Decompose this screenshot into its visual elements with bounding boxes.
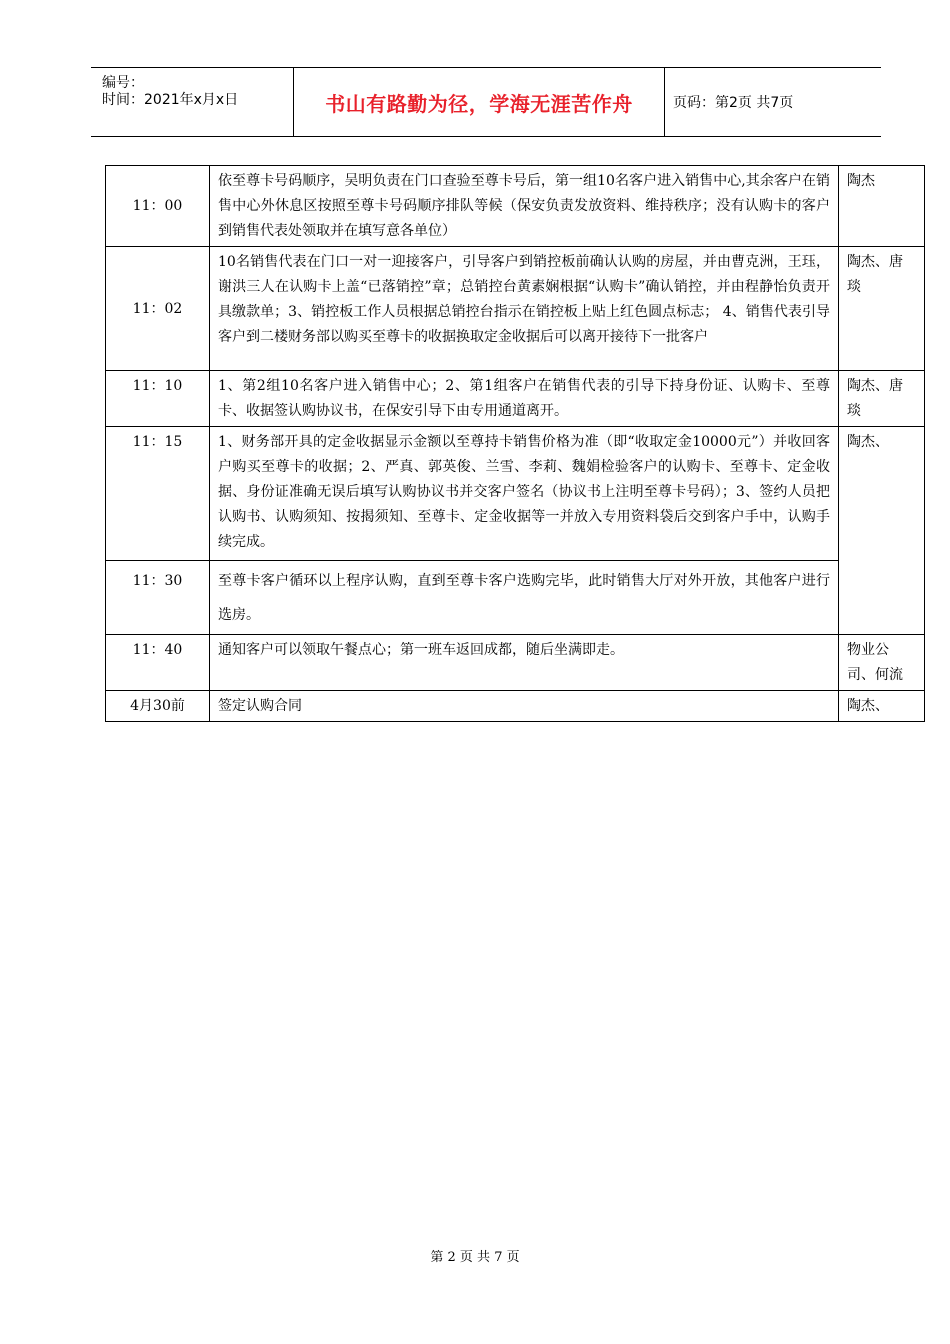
row-time: 11：15	[106, 427, 210, 561]
row-description: 1、财务部开具的定金收据显示金额以至尊持卡销售价格为准（即“收取定金10000元”）并收回客户购买至尊卡的收据；2、严真、郭英俊、兰雪、李莉、魏娟检验客户的认购卡、至尊卡、定金收据、身份证准确无误后填写认购协议书并交客户签名（协议书上注明至尊卡号码）；3、签约人员把认购书、认购须知、按揭须知、至尊卡、定金收据等一并放入专用资料袋后交到客户手中，认购手续完成。	[210, 427, 839, 561]
row-time: 11：10	[106, 371, 210, 427]
row-description: 通知客户可以领取午餐点心；第一班车返回成都，随后坐满即走。	[210, 635, 839, 691]
row-owner: 陶杰、	[839, 427, 925, 635]
row-time: 11：40	[106, 635, 210, 691]
row-description: 1、第2组10名客户进入销售中心；2、第1组客户在销售代表的引导下持身份证、认购卡、至尊卡、收据签认购协议书，在保安引导下由专用通道离开。	[210, 371, 839, 427]
header-page-number: 页码：第2页 共7页	[673, 95, 794, 111]
row-owner: 陶杰	[839, 166, 925, 247]
page-header	[91, 67, 881, 137]
table-row	[106, 427, 925, 561]
row-description: 至尊卡客户循环以上程序认购，直到至尊卡客户选购完毕，此时销售大厅对外开放，其他客户进行选房。	[210, 561, 839, 635]
table-row	[106, 247, 925, 371]
row-time: 11：30	[106, 561, 210, 635]
page-footer: 第 2 页 共 7 页	[430, 1250, 520, 1265]
table-row	[106, 166, 925, 247]
row-owner: 陶杰、唐琰	[839, 371, 925, 427]
table-row	[106, 561, 925, 635]
table-row	[106, 371, 925, 427]
table-row	[106, 635, 925, 691]
header-motto: 书山有路勤为径，学海无涯苦作舟	[325, 91, 633, 116]
row-owner: 物业公司、何流	[839, 635, 925, 691]
row-description: 签定认购合同	[210, 691, 839, 722]
document-number-label: 编号：	[102, 75, 144, 91]
row-time: 11：00	[106, 166, 210, 247]
schedule-table	[105, 165, 925, 722]
row-description: 依至尊卡号码顺序，吴明负责在门口查验至尊卡号后，第一组10名客户进入销售中心,其余客户在销售中心外休息区按照至尊卡号码顺序排队等候（保安负责发放资料、维持秩序；没有认购卡的客户到销售代表处领取并在填写意各单位）	[210, 166, 839, 247]
document-time-label: 时间：2021年x月x日	[102, 92, 239, 108]
table-row	[106, 691, 925, 722]
row-time: 11：02	[106, 247, 210, 371]
header-motto-cell	[293, 68, 665, 136]
header-info	[91, 68, 293, 136]
row-description: 10名销售代表在门口一对一迎接客户，引导客户到销控板前确认认购的房屋，并由曹克洲，王珏，谢洪三人在认购卡上盖“已落销控”章；总销控台黄素娴根据“认购卡”确认销控，并由程静怡负责开具缴款单；3、销控板工作人员根据总销控台指示在销控板上贴上红色圆点标志； 4、销售代表引导客户到二楼财务部以购买至尊卡的收据换取定金收据后可以离开接待下一批客户	[210, 247, 839, 371]
row-time: 4月30前	[106, 691, 210, 722]
row-owner: 陶杰、唐琰	[839, 247, 925, 371]
row-owner: 陶杰、	[839, 691, 925, 722]
